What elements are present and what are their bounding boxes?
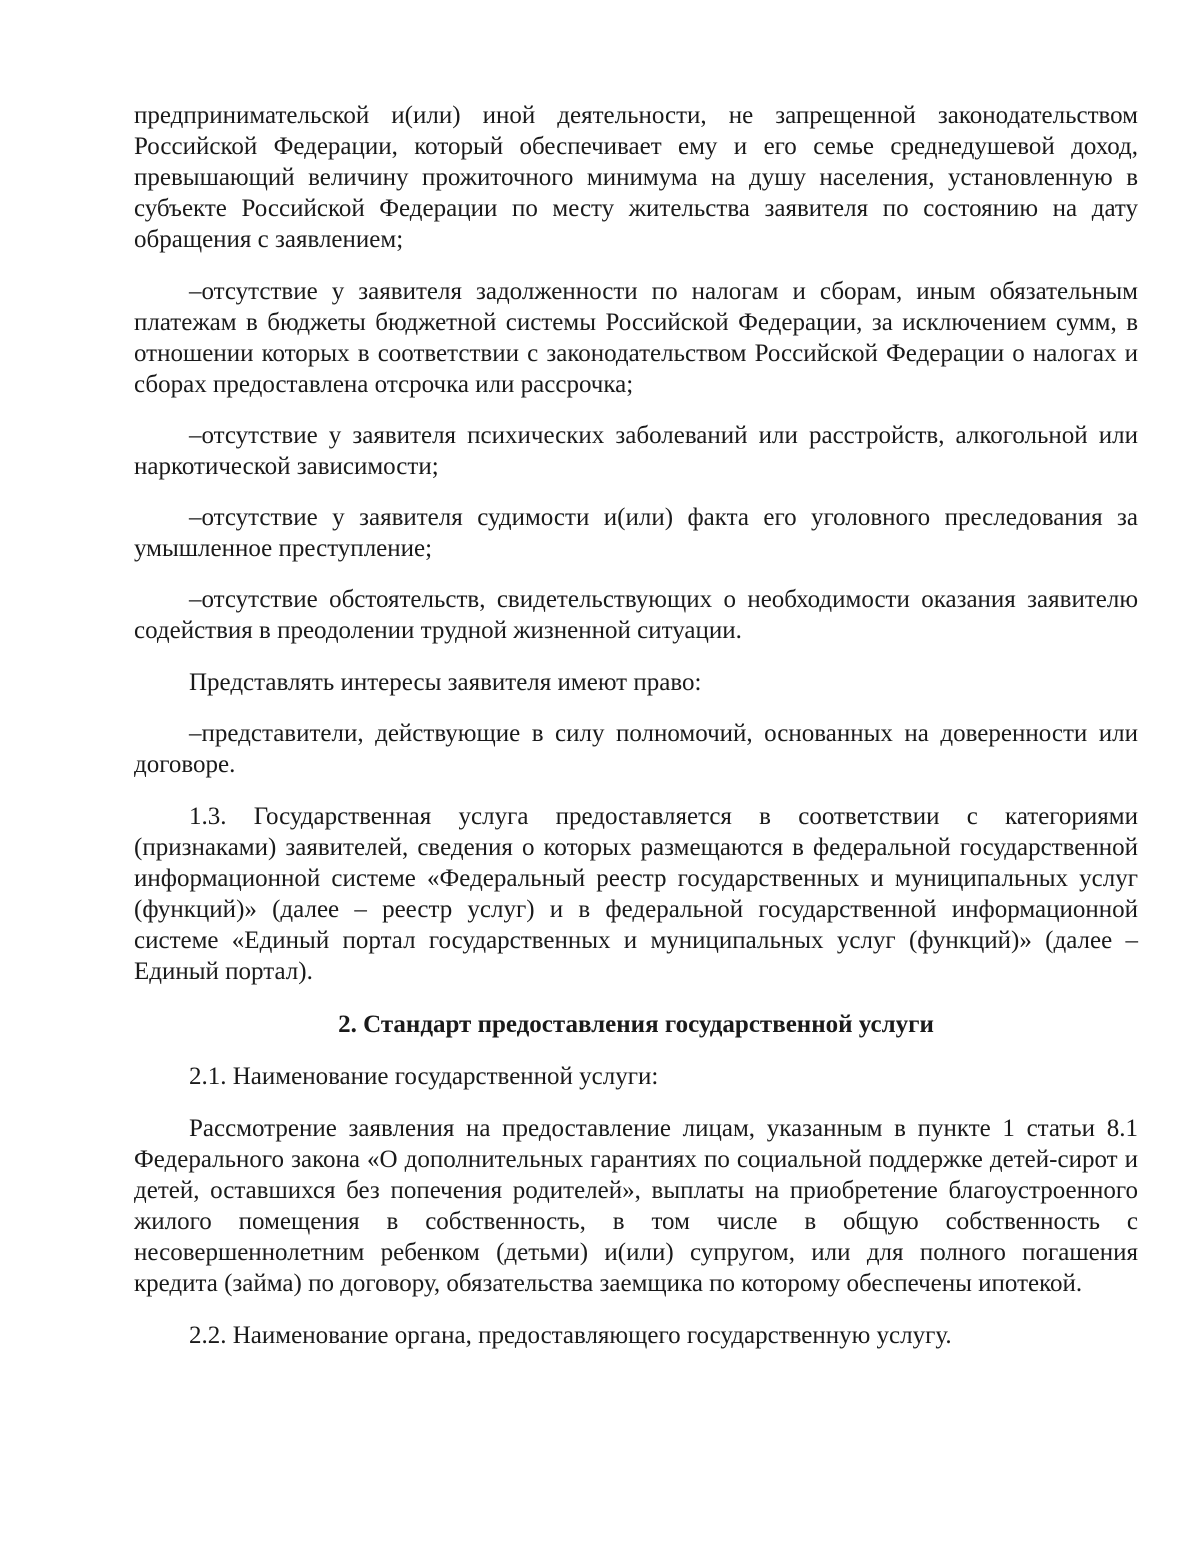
paragraph-service-description: Рассмотрение заявления на предоставление лицам, указанным в пункте 1 статьи 8.1 Федерального закона «О дополнительных гарантиях по социальной поддержке детей-сирот и детей, оставшихся без попечения родителей», выплаты на приобретение благоустроенного жилого помещения в собственность, в том числе в общую собственность с несовершеннолетним ребенком (детьми) и(или) супругом, или для полного погашения кредита (займа) по договору, обязательства заемщика по которому обеспечены ипотекой.	[134, 1115, 1138, 1297]
paragraph-no-mental-illness: –отсутствие у заявителя психических заболеваний или расстройств, алкогольной или наркотической зависимости;	[134, 422, 1138, 480]
paragraph-1-3: 1.3. Государственная услуга предоставляется в соответствии с категориями (признаками) заявителей, сведения о которых размещаются в федеральной государственной информационной системе «Федеральный реестр государственных и муниципальных услуг (функций)» (далее – реестр услуг) и в федеральной государственной информационной системе «Единый портал государственных и муниципальных услуг (функций)» (далее – Единый портал).	[134, 803, 1138, 985]
paragraph-representation-right: Представлять интересы заявителя имеют право:	[189, 669, 702, 696]
paragraph-no-criminal-record: –отсутствие у заявителя судимости и(или) факта его уголовного преследования за умышленное преступление;	[134, 504, 1138, 562]
paragraph-no-hardship: –отсутствие обстоятельств, свидетельствующих о необходимости оказания заявителю содействия в преодолении трудной жизненной ситуации.	[134, 586, 1138, 644]
section-heading-2: 2. Стандарт предоставления государственной услуги	[338, 1011, 934, 1038]
paragraph-2-2: 2.2. Наименование органа, предоставляющего государственную услугу.	[189, 1322, 952, 1349]
document-page	[134, 100, 1138, 1351]
paragraph-income-condition: предпринимательской и(или) иной деятельности, не запрещенной законодательством Российской Федерации, который обеспечивает ему и его семье среднедушевой доход, превышающий величину прожиточного минимума на душу населения, установленную в субъекте Российской Федерации по месту жительства заявителя по состоянию на дату обращения с заявлением;	[134, 102, 1138, 253]
paragraph-2-1: 2.1. Наименование государственной услуги:	[189, 1063, 659, 1090]
paragraph-no-tax-debt: –отсутствие у заявителя задолженности по налогам и сборам, иным обязательным платежам в бюджеты бюджетной системы Российской Федерации, за исключением сумм, в отношении которых в соответствии с законодательством Российской Федерации о налогах и сборах предоставлена отсрочка или рассрочка;	[134, 278, 1138, 398]
paragraph-representatives: –представители, действующие в силу полномочий, основанных на доверенности или договоре.	[134, 720, 1138, 778]
